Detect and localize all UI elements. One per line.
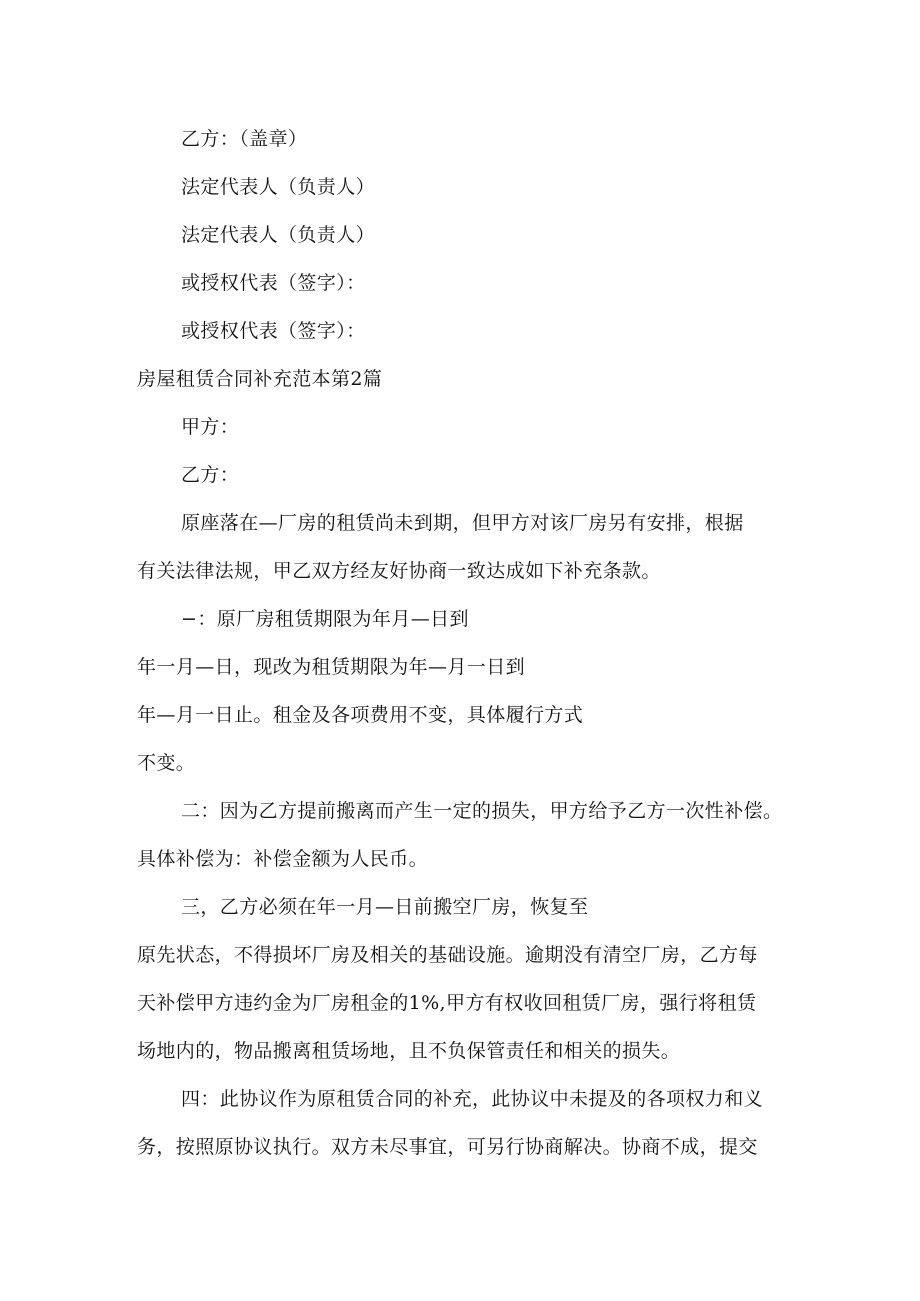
signature-party-b-seal: 乙方：（盖章） — [181, 128, 308, 150]
signature-legal-rep-2: 法定代表人（负责人） — [181, 224, 376, 246]
paragraph-line: 有关法律法规，甲乙双方经友好协商一致达成如下补充条款。 — [137, 560, 661, 582]
section-title: 房屋租赁合同补充范本第2篇 — [137, 368, 383, 390]
signature-legal-rep-1: 法定代表人（负责人） — [181, 176, 376, 198]
paragraph-line: 原座落在—厂房的租赁尚未到期，但甲方对该厂房另有安排，根据 — [181, 512, 744, 534]
paragraph-line: 天补偿甲方违约金为厂房租金的1%,甲方有权收回租赁厂房，强行将租赁 — [137, 992, 757, 1014]
signature-authorized-rep-2: 或授权代表（签字）： — [181, 320, 366, 342]
paragraph-line: 场地内的，物品搬离租赁场地，且不负保管责任和相关的损失。 — [137, 1040, 681, 1062]
paragraph-line: 四：此协议作为原租赁合同的补充，此协议中未提及的各项权力和义 — [181, 1088, 764, 1110]
paragraph-line: 三，乙方必须在年一月—日前搬空厂房，恢复至 — [181, 896, 589, 918]
signature-authorized-rep-1: 或授权代表（签字）： — [181, 272, 366, 294]
paragraph-line: 二：因为乙方提前搬离而产生一定的损失，甲方给予乙方一次性补偿。 — [181, 800, 783, 822]
party-a-label: 甲方： — [181, 416, 240, 438]
paragraph-line: 原先状态，不得损坏厂房及相关的基础设施。逾期没有清空厂房，乙方每 — [137, 944, 758, 966]
paragraph-line: 务，按照原协议执行。双方未尽事宜，可另行协商解决。协商不成，提交 — [137, 1136, 758, 1158]
paragraph-line: 具体补偿为：补偿金额为人民币。 — [137, 848, 429, 870]
paragraph-line: 年一月—日，现改为租赁期限为年—月一日到 — [137, 656, 526, 678]
paragraph-line: −：原厂房租赁期限为年月—日到 — [181, 608, 469, 630]
party-b-label: 乙方： — [181, 464, 240, 486]
paragraph-line: 不变。 — [137, 752, 196, 774]
paragraph-line: 年—月一日止。租金及各项费用不变，具体履行方式 — [137, 704, 584, 726]
